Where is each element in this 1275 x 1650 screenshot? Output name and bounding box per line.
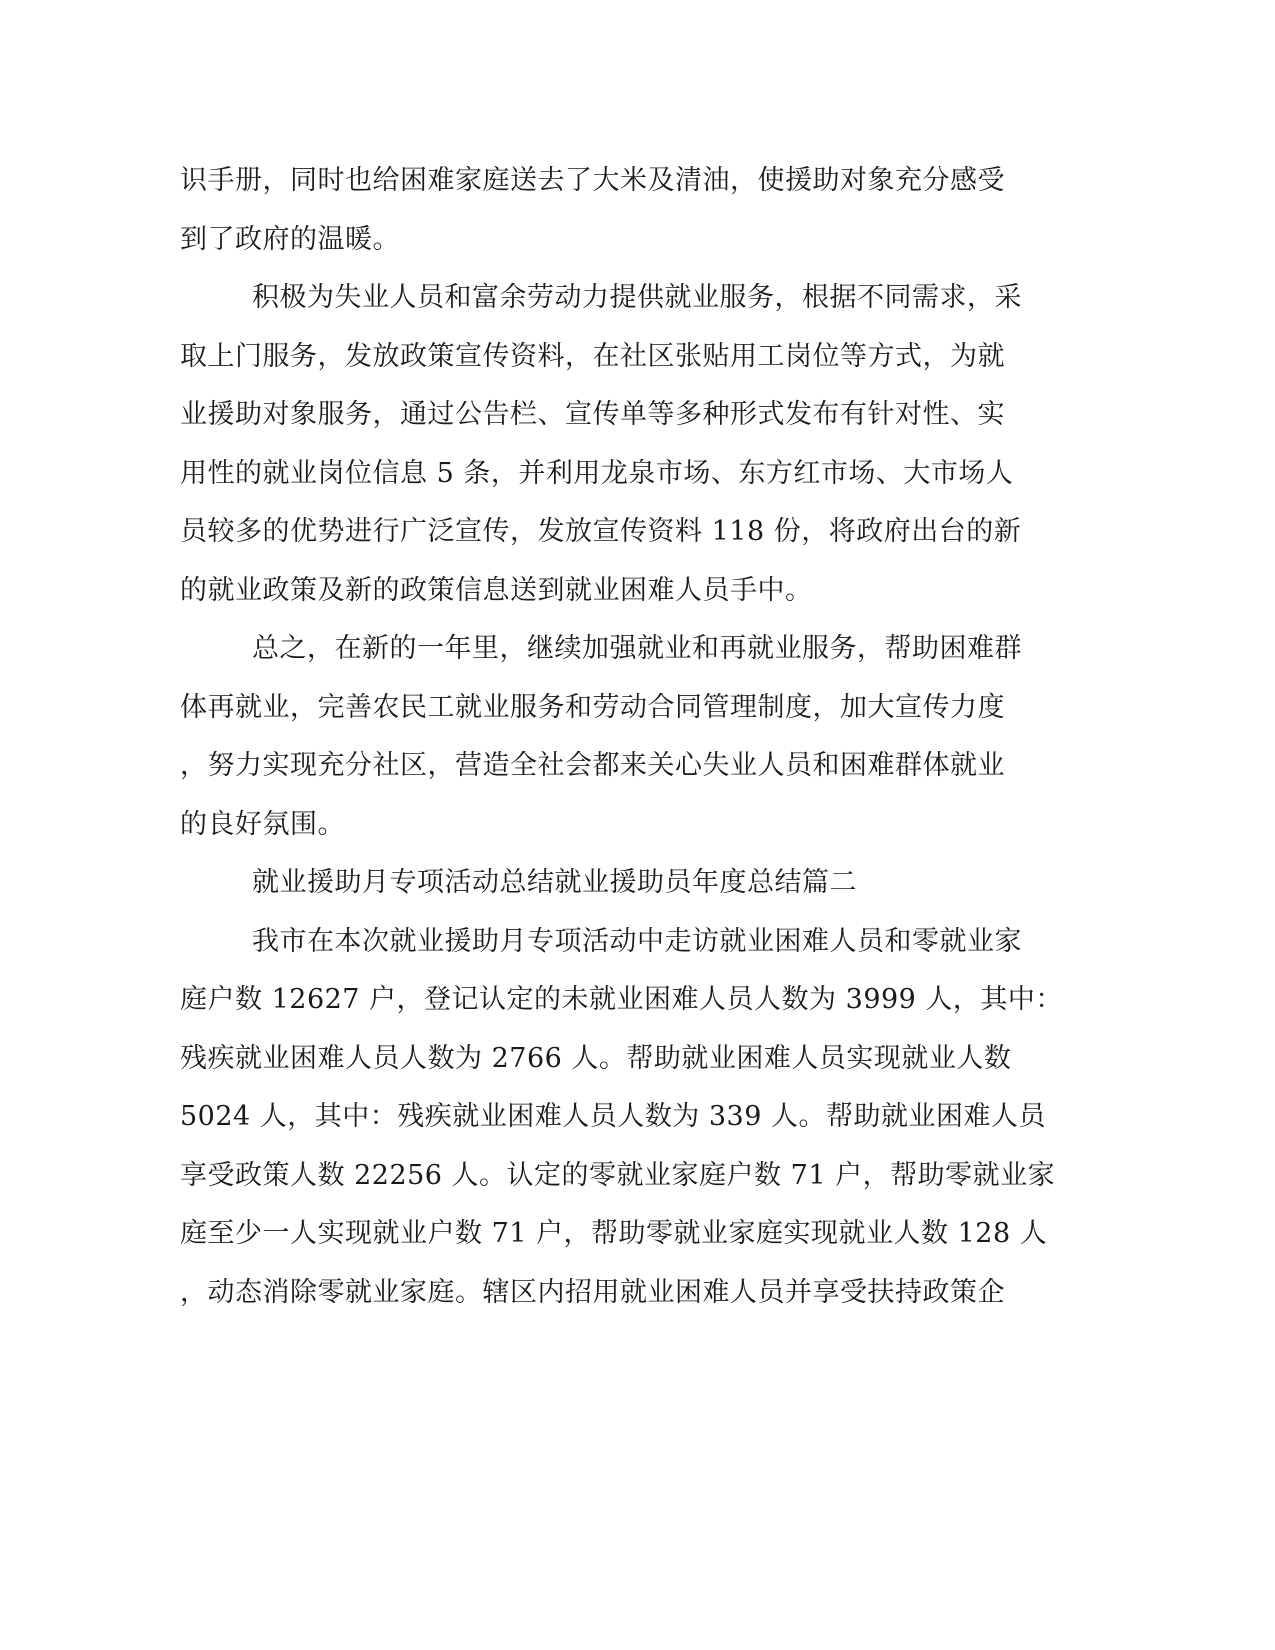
text-line: 我市在本次就业援助月专项活动中走访就业困难人员和零就业家	[252, 925, 1022, 957]
text-line: 总之，在新的一年里，继续加强就业和再就业服务，帮助困难群	[252, 633, 1022, 664]
text-line: 到了政府的温暖。	[180, 223, 400, 255]
text-line: 体再就业，完善农民工就业服务和劳动合同管理制度，加大宣传力度	[180, 691, 1005, 723]
text-line: 残疾就业困难人员人数为 2766 人。帮助就业困难人员实现就业人数	[180, 1042, 1012, 1074]
text-line: 享受政策人数 22256 人。认定的零就业家庭户数 71 户，帮助零就业家	[180, 1159, 1056, 1191]
text-line: 识手册，同时也给困难家庭送去了大米及清油，使援助对象充分感受	[180, 165, 1005, 196]
text-line: 用性的就业岗位信息 5 条，并利用龙泉市场、东方红市场、大市场人	[180, 457, 1014, 489]
text-line: 员较多的优势进行广泛宣传，发放宣传资料 118 份，将政府出台的新	[180, 516, 1022, 547]
text-line: 庭至少一人实现就业户数 71 户，帮助零就业家庭实现就业人数 128 人	[180, 1218, 1048, 1249]
text-line: ，动态消除零就业家庭。辖区内招用就业困难人员并享受扶持政策企	[180, 1276, 1005, 1308]
text-line: ，努力实现充分社区，营造全社会都来关心失业人员和困难群体就业	[180, 750, 1005, 781]
text-line: 就业援助月专项活动总结就业援助员年度总结篇二	[252, 867, 857, 898]
text-line: 5024 人，其中：残疾就业困难人员人数为 339 人。帮助就业困难人员	[180, 1101, 1046, 1132]
text-line: 的就业政策及新的政策信息送到就业困难人员手中。	[180, 574, 813, 606]
text-line: 业援助对象服务，通过公告栏、宣传单等多种形式发布有针对性、实	[180, 399, 1005, 430]
text-line: 积极为失业人员和富余劳动力提供就业服务，根据不同需求，采	[252, 282, 1022, 313]
document-body	[180, 152, 1063, 1322]
text-line: 取上门服务，发放政策宣传资料，在社区张贴用工岗位等方式，为就	[180, 340, 1005, 372]
text-line: 的良好氛围。	[180, 808, 345, 840]
text-line: 庭户数 12627 户，登记认定的未就业困难人员人数为 3999 人，其中：	[180, 984, 1063, 1015]
